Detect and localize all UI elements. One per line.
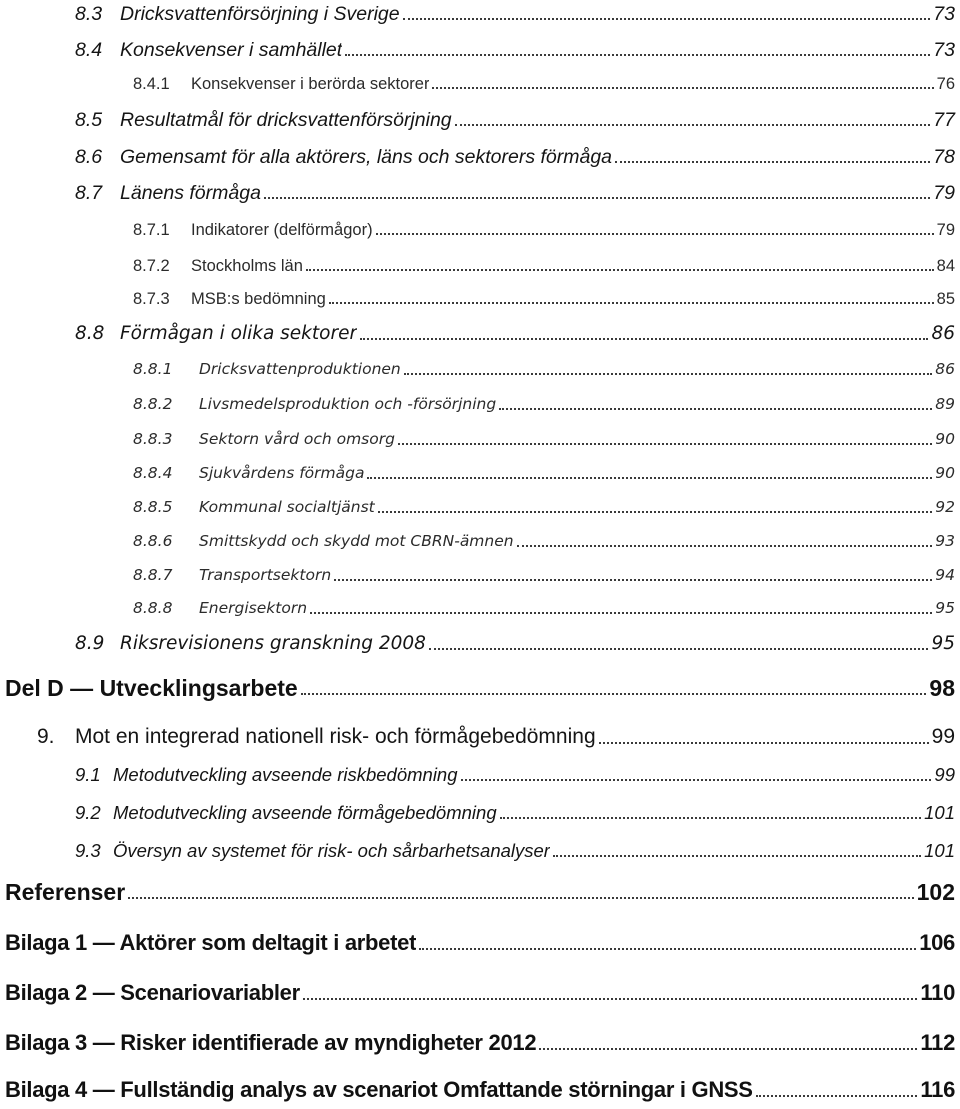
page-number: 84: [936, 257, 955, 275]
dot-leader: [345, 54, 930, 56]
section-number: 9.2: [75, 802, 101, 823]
dot-leader: [303, 998, 918, 1000]
dot-leader: [432, 87, 933, 89]
toc-entry-part-d: [5, 673, 955, 703]
page-number: 90: [935, 430, 955, 448]
dot-leader: [378, 511, 933, 513]
dot-leader: [334, 579, 932, 581]
toc-entry-9-2: [75, 800, 955, 826]
dot-leader: [461, 779, 932, 781]
section-title: Länens förmåga: [120, 182, 261, 204]
dot-leader: [539, 1048, 917, 1050]
section-number: 8.4: [75, 39, 103, 61]
section-number: 8.8.7: [133, 566, 173, 584]
section-number: 8.7: [75, 182, 103, 204]
section-title: Sektorn vård och omsorg: [199, 430, 395, 448]
dot-leader: [301, 693, 927, 695]
section-number: 8.8.5: [133, 498, 173, 516]
section-title: MSB:s bedömning: [191, 290, 326, 308]
dot-leader: [500, 817, 922, 819]
appendix-title: Bilaga 2 — Scenariovariabler: [5, 980, 300, 1005]
section-number: 8.3: [75, 3, 103, 25]
page-number: 73: [933, 3, 955, 25]
toc-entry-8-9: [75, 631, 955, 657]
toc-entry-8-6: [75, 144, 955, 170]
chapter-number: 9.: [37, 725, 55, 748]
section-title: Konsekvenser i samhället: [120, 39, 343, 61]
toc-entry-8-8-5: [133, 495, 955, 519]
section-title: Transportsektorn: [199, 566, 332, 584]
dot-leader: [599, 742, 929, 744]
toc-entry-8-8-3: [133, 427, 955, 451]
section-title: Livsmedelsproduktion och -försörjning: [199, 395, 497, 413]
section-number: 9.3: [75, 840, 101, 861]
appendix-title: Bilaga 3 — Risker identifierade av myndigheter 2012: [5, 1030, 537, 1055]
section-title: Sjukvårdens förmåga: [199, 464, 365, 482]
section-number: 8.8.8: [133, 599, 173, 617]
section-title: Konsekvenser i berörda sektorer: [191, 75, 430, 93]
part-title: Del D — Utvecklingsarbete: [5, 675, 298, 701]
section-number: 8.5: [75, 109, 103, 131]
page-number: 78: [933, 146, 955, 168]
dot-leader: [376, 233, 934, 235]
page-number: 101: [924, 840, 955, 861]
page-number: 93: [935, 532, 955, 550]
page-number: 85: [936, 290, 955, 308]
section-title: Metodutveckling avseende förmågebedömning: [113, 802, 497, 823]
chapter-title: Mot en integrerad nationell risk- och förmågebedömning: [75, 725, 596, 748]
section-title: Dricksvattenproduktionen: [199, 360, 401, 378]
appendix-title: Bilaga 1 — Aktörer som deltagit i arbetet: [5, 930, 417, 955]
dot-leader: [310, 612, 932, 614]
section-number: 8.8.4: [133, 464, 173, 482]
section-title: Indikatorer (delförmågor): [191, 221, 373, 239]
toc-entry-8-7-1: [133, 218, 955, 242]
dot-leader: [615, 161, 930, 163]
page-number: 106: [919, 930, 955, 955]
page-number: 90: [935, 464, 955, 482]
page-number: 76: [936, 75, 955, 93]
section-title: Förmågan i olika sektorer: [120, 323, 358, 344]
section-title: Resultatmål för dricksvattenförsörjning: [120, 109, 452, 131]
dot-leader: [553, 855, 921, 857]
section-number: 8.8.2: [133, 395, 173, 413]
page-number: 112: [920, 1030, 955, 1055]
dot-leader: [756, 1095, 918, 1097]
page-number: 92: [935, 498, 955, 516]
dot-leader: [419, 948, 916, 950]
references-title: Referenser: [5, 879, 126, 905]
section-title: Dricksvattenförsörjning i Sverige: [120, 3, 400, 25]
toc-entry-8-5: [75, 107, 955, 133]
toc-entry-8-8-8: [133, 596, 955, 620]
page-number: 79: [933, 182, 955, 204]
toc-entry-9-1: [75, 762, 955, 788]
dot-leader: [455, 124, 931, 126]
page-number: 86: [931, 323, 955, 344]
toc-entry-references: [5, 877, 955, 907]
page-number: 98: [929, 675, 955, 701]
page-number: 99: [931, 725, 955, 748]
page-number: 79: [936, 221, 955, 239]
toc-entry-8-7-3: [133, 287, 955, 311]
toc-entry-appendix-1: [5, 928, 955, 958]
page-number: 86: [935, 360, 955, 378]
toc-entry-8-4: [75, 37, 955, 63]
section-number: 8.8.1: [133, 360, 173, 378]
dot-leader: [403, 18, 931, 20]
dot-leader: [398, 443, 932, 445]
dot-leader: [360, 338, 928, 340]
page-number: 73: [933, 39, 955, 61]
section-title: Stockholms län: [191, 257, 303, 275]
dot-leader: [128, 897, 913, 899]
section-number: 8.8: [75, 323, 105, 344]
appendix-title: Bilaga 4 — Fullständig analys av scenariot Omfattande störningar i GNSS: [5, 1077, 753, 1102]
dot-leader: [306, 269, 934, 271]
section-number: 8.7.1: [133, 221, 170, 239]
toc-entry-8-7-2: [133, 254, 955, 278]
toc-entry-8-8-1: [133, 357, 955, 381]
section-number: 8.7.2: [133, 257, 170, 275]
toc-entry-appendix-4: [5, 1075, 955, 1105]
section-title: Gemensamt för alla aktörers, läns och sektorers förmåga: [120, 146, 613, 168]
section-title: Energisektorn: [199, 599, 308, 617]
toc-entry-8-8-4: [133, 461, 955, 485]
toc-entry-9-3: [75, 838, 955, 864]
dot-leader: [367, 477, 932, 479]
toc-entry-8-8-6: [133, 529, 955, 553]
section-title: Riksrevisionens granskning 2008: [120, 633, 426, 654]
section-number: 8.8.3: [133, 430, 173, 448]
toc-entry-8-8-2: [133, 392, 955, 416]
section-number: 8.9: [75, 633, 105, 654]
dot-leader: [517, 545, 933, 547]
page-number: 94: [935, 566, 955, 584]
page-number: 95: [935, 599, 955, 617]
toc-entry-8-8-7: [133, 563, 955, 587]
section-title: Smittskydd och skydd mot CBRN-ämnen: [199, 532, 514, 550]
section-number: 8.7.3: [133, 290, 170, 308]
dot-leader: [264, 197, 930, 199]
toc-entry-9: [37, 723, 955, 751]
dot-leader: [329, 302, 934, 304]
section-title: Kommunal socialtjänst: [199, 498, 375, 516]
section-number: 8.6: [75, 146, 103, 168]
dot-leader: [404, 373, 933, 375]
toc-entry-appendix-3: [5, 1028, 955, 1058]
page-number: 95: [931, 633, 955, 654]
page-number: 101: [924, 802, 955, 823]
section-number: 9.1: [75, 764, 101, 785]
page-number: 102: [916, 879, 955, 905]
page-number: 89: [935, 395, 955, 413]
page-number: 116: [920, 1077, 955, 1102]
toc-entry-8-3: [75, 1, 955, 27]
page-number: 77: [933, 109, 955, 131]
section-title: Metodutveckling avseende riskbedömning: [113, 764, 458, 785]
page-number: 110: [920, 980, 955, 1005]
dot-leader: [429, 648, 929, 650]
toc-entry-8-8: [75, 321, 955, 347]
toc-entry-8-7: [75, 180, 955, 206]
section-title: Översyn av systemet för risk- och sårbarhetsanalyser: [113, 840, 550, 861]
dot-leader: [499, 408, 932, 410]
section-number: 8.8.6: [133, 532, 173, 550]
toc-entry-appendix-2: [5, 978, 955, 1008]
page-number: 99: [934, 764, 955, 785]
section-number: 8.4.1: [133, 75, 170, 93]
toc-entry-8-4-1: [133, 72, 955, 96]
